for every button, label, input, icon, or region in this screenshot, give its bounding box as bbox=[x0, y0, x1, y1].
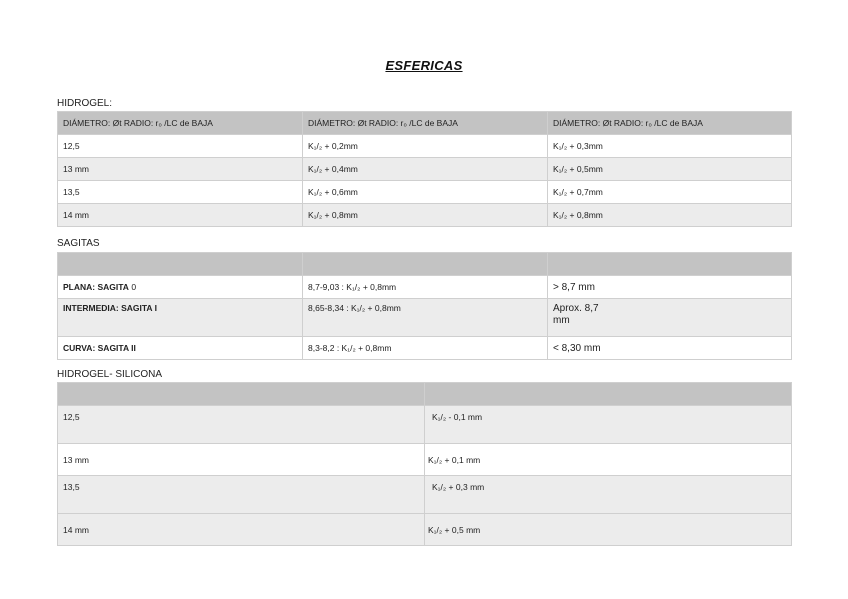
value-cell: K₁/₂ + 0,6mm bbox=[303, 181, 548, 204]
hidrogel-silicona-label: HIDROGEL- SILICONA bbox=[57, 369, 163, 380]
diameter-cell: 14 mm bbox=[58, 514, 425, 546]
diameter-cell: 14 mm bbox=[58, 204, 303, 227]
hidrogel-silicona-table bbox=[57, 382, 792, 546]
value-cell: K₁/₂ + 0,5mm bbox=[548, 158, 792, 181]
column-header: DIÁMETRO: Øt RADIO: r₀ /LC de BAJA bbox=[58, 112, 303, 135]
column-header bbox=[303, 253, 548, 276]
table-header-row bbox=[58, 112, 792, 135]
table-row bbox=[58, 444, 792, 476]
page-title: ESFERICAS bbox=[385, 58, 463, 73]
sagita-name-cell bbox=[58, 276, 303, 299]
sagita-range-cell: 8,3-8,2 : K₁/₂ + 0,8mm bbox=[303, 337, 548, 360]
table-row bbox=[58, 406, 792, 444]
column-header bbox=[58, 253, 303, 276]
table-row bbox=[58, 299, 792, 337]
sagita-result-cell: Aprox. 8,7 mm bbox=[548, 299, 792, 337]
table-row bbox=[58, 158, 792, 181]
column-header bbox=[548, 253, 792, 276]
table-row bbox=[58, 337, 792, 360]
value-cell: K₁/₂ + 0,1 mm bbox=[425, 444, 792, 476]
value-cell: K₁/₂ + 0,8mm bbox=[548, 204, 792, 227]
value-cell: K₁/₂ + 0,7mm bbox=[548, 181, 792, 204]
sagita-name-cell: INTERMEDIA: SAGITA I bbox=[58, 299, 303, 337]
value-cell: K₁/₂ + 0,8mm bbox=[303, 204, 548, 227]
table-row bbox=[58, 514, 792, 546]
sagita-name: PLANA: SAGITA bbox=[63, 282, 129, 292]
table-row bbox=[58, 276, 792, 299]
sagita-result-cell: < 8,30 mm bbox=[548, 337, 792, 360]
diameter-cell: 13,5 bbox=[58, 476, 425, 514]
diameter-cell: 12,5 bbox=[58, 406, 425, 444]
column-header bbox=[425, 383, 792, 406]
table-header-row bbox=[58, 383, 792, 406]
diameter-cell: 13 mm bbox=[58, 444, 425, 476]
hidrogel-label: HIDROGEL: bbox=[57, 98, 113, 109]
column-header: DIÁMETRO: Øt RADIO: r₀ /LC de BAJA bbox=[303, 112, 548, 135]
table-row bbox=[58, 181, 792, 204]
sagitas-table bbox=[57, 252, 792, 360]
value-cell: K₁/₂ - 0,1 mm bbox=[425, 406, 792, 444]
sagita-result-cell: > 8,7 mm bbox=[548, 276, 792, 299]
column-header bbox=[58, 383, 425, 406]
diameter-cell: 13,5 bbox=[58, 181, 303, 204]
diameter-cell: 13 mm bbox=[58, 158, 303, 181]
column-header: DIÁMETRO: Øt RADIO: r₀ /LC de BAJA bbox=[548, 112, 792, 135]
hidrogel-table bbox=[57, 111, 792, 227]
value-cell: K₁/₂ + 0,4mm bbox=[303, 158, 548, 181]
table-header-row bbox=[58, 253, 792, 276]
value-cell: K₁/₂ + 0,2mm bbox=[303, 135, 548, 158]
value-cell: K₁/₂ + 0,3mm bbox=[548, 135, 792, 158]
table-row bbox=[58, 135, 792, 158]
value-cell: K₁/₂ + 0,3 mm bbox=[425, 476, 792, 514]
sagita-range-cell: 8,7-9,03 : K₁/₂ + 0,8mm bbox=[303, 276, 548, 299]
sagita-name-cell: CURVA: SAGITA II bbox=[58, 337, 303, 360]
sagita-range-cell: 8,65-8,34 : K₁/₂ + 0,8mm bbox=[303, 299, 548, 337]
table-row bbox=[58, 476, 792, 514]
table-row bbox=[58, 204, 792, 227]
sagita-suffix: 0 bbox=[128, 282, 137, 292]
diameter-cell: 12,5 bbox=[58, 135, 303, 158]
sagitas-label: SAGITAS bbox=[57, 238, 100, 249]
value-cell: K₁/₂ + 0,5 mm bbox=[425, 514, 792, 546]
